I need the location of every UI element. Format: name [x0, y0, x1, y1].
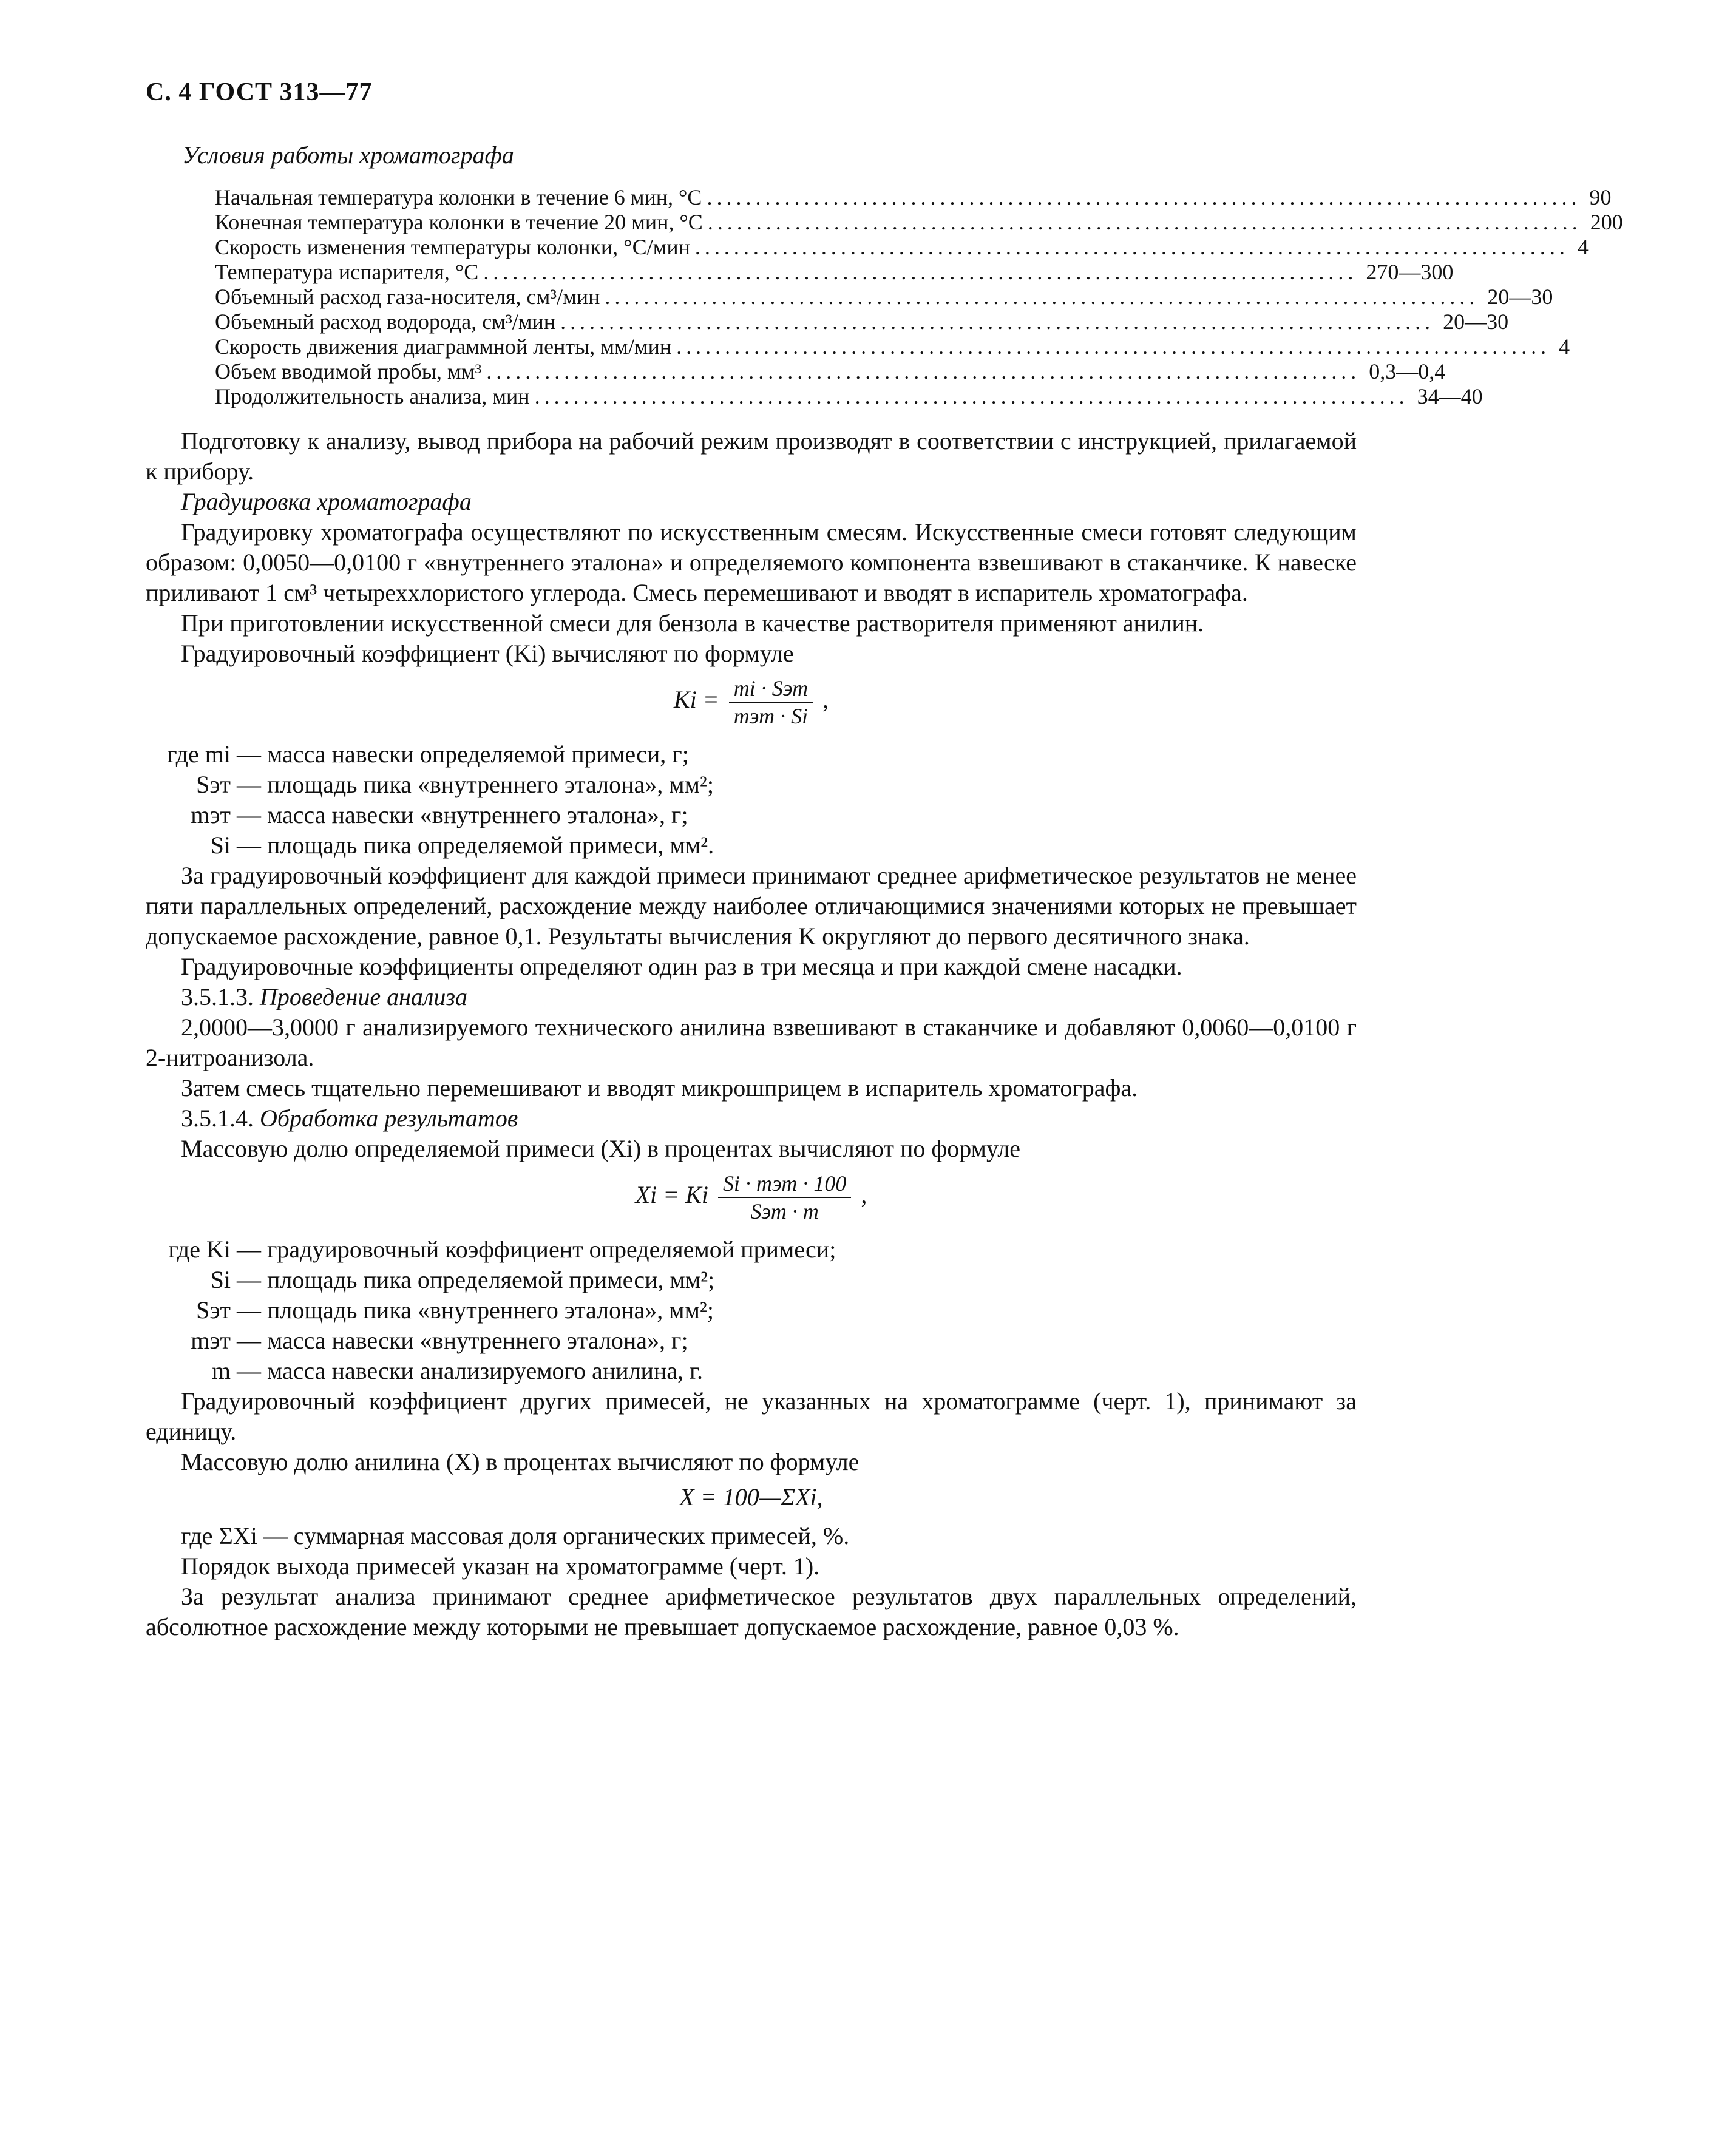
condition-value: 20—30 [1487, 285, 1553, 309]
paragraph-period: Градуировочные коэффициенты определяют один раз в три месяца и при каждой смене насадки. [181, 953, 1182, 980]
condition-row: Начальная температура колонки в течение 6 мин, °С .......................................................................................... 90 [215, 185, 1247, 210]
formula-xi: Xi = Ki $\frac{\text{Si · mэт · 100}}{\text{Sэт · m}}$ , [635, 1171, 867, 1224]
body-text [146, 426, 1357, 1642]
condition-label: Скорость изменения температуры колонки, °С/мин [215, 235, 695, 259]
condition-row: Объемный расход водорода, см³/мин .......................................................................................... 20—30 [215, 310, 1247, 334]
condition-label: Скорость движения диаграммной ленты, мм/мин [215, 334, 676, 359]
condition-label: Объемный расход водорода, см³/мин [215, 310, 560, 334]
paragraph-xi-intro: Массовую долю определяемой примеси (Xi) в процентах вычисляют по формуле [181, 1135, 1020, 1162]
condition-label: Продолжительность анализа, мин [215, 384, 535, 408]
paragraph-calibration: Градуировку хроматографа осуществляют по искусственным смесям. Искусственные смеси готовят следующим образом: 0,0050—0,0100 г «внутреннего эталона» и определяемого компонента взвешивают в стаканчике. К навеске приливают 1 см³ четыреххлористого углерода. Смесь перемешивают и вводят в испаритель хроматографа. [146, 518, 1357, 606]
condition-row: Объем вводимой пробы, мм³ .......................................................................................... 0,3—0,4 [215, 359, 1247, 384]
formula-ki: Ki = $\frac{\text{mi · Sэт}}{\text{mэт · Si}}$ , [673, 676, 829, 728]
condition-value: 20—30 [1443, 310, 1509, 334]
condition-value: 0,3—0,4 [1369, 359, 1446, 384]
condition-value: 270—300 [1366, 260, 1454, 284]
condition-row: Конечная температура колонки в течение 20 мин, °С .......................................................................................... 200 [215, 210, 1247, 235]
condition-row: Температура испарителя, °С .......................................................................................... 270—300 [215, 260, 1247, 285]
paragraph-other-impurities: Градуировочный коэффициент других примесей, не указанных на хроматограмме (черт. 1), принимают за единицу. [146, 1387, 1357, 1445]
condition-label: Конечная температура колонки в течение 20 мин, °С [215, 210, 708, 234]
condition-row: Продолжительность анализа, мин .......................................................................................... 34—40 [215, 384, 1247, 409]
condition-row: Объемный расход газа-носителя, см³/мин .......................................................................................... 20—30 [215, 285, 1247, 310]
paragraph-coefficient-intro: Градуировочный коэффициент (Ki) вычисляют по формуле [181, 640, 794, 667]
paragraph-analysis-b: Затем смесь тщательно перемешивают и вводят микрошприцем в испаритель хроматографа. [181, 1074, 1138, 1102]
paragraph-average: За градуировочный коэффициент для каждой примеси принимают среднее арифметическое результатов не менее пяти параллельных определений, расхождение между наиболее отличающимися значениями которых не превышает допускаемое расхождение, равное 0,1. Результаты вычисления K округляют до первого десятичного знака. [146, 862, 1357, 950]
legend-ki: где mi — масса навески определяемой примеси, г; Sэт — площадь пика «внутреннего эталона», мм²; mэт — масса навески «внутреннего эталона», г; Si — площадь пика определяемой примеси, мм². [167, 740, 714, 859]
condition-label: Объемный расход газа-носителя, см³/мин [215, 285, 605, 309]
paragraph-aniline-intro: Массовую долю анилина (X) в процентах вычисляют по формуле [181, 1448, 860, 1475]
calibration-title: Градуировка хроматографа [181, 488, 472, 515]
conditions-title: Условия работы хроматографа [182, 141, 514, 169]
condition-value: 90 [1589, 185, 1612, 209]
formula-x: X = 100—ΣXi, [679, 1483, 823, 1511]
condition-label: Температура испарителя, °С [215, 260, 483, 284]
condition-label: Начальная температура колонки в течение 6 мин, °С [215, 185, 707, 209]
legend-xi: где Ki — градуировочный коэффициент определяемой примеси; Si — площадь пика определяемой примеси, мм²; Sэт — площадь пика «внутреннего эталона», мм²; mэт — масса навески «внутреннего эталона», г; m — масса навески анализируемого анилина, г. [168, 1236, 836, 1384]
condition-value: 4 [1559, 334, 1570, 359]
page-header: С. 4 ГОСТ 313—77 [146, 78, 373, 106]
paragraph-order: Порядок выхода примесей указан на хроматограмме (черт. 1). [181, 1552, 820, 1580]
condition-label: Объем вводимой пробы, мм³ [215, 359, 486, 384]
paragraph-preparation: Подготовку к анализу, вывод прибора на рабочий режим производят в соответствии с инструкцией, прилагаемой к прибору. [146, 427, 1357, 485]
condition-row: Скорость изменения температуры колонки, °С/мин .......................................................................................... 4 [215, 235, 1247, 260]
paragraph-analysis-a: 2,0000—3,0000 г анализируемого технического анилина взвешивают в стаканчике и добавляют 0,0060—0,0100 г 2-нитроанизола. [146, 1014, 1357, 1071]
paragraph-solvent: При приготовлении искусственной смеси для бензола в качестве растворителя применяют анилин. [181, 609, 1204, 637]
condition-value: 34—40 [1417, 384, 1483, 408]
section-3-5-1-4: 3.5.1.4. Обработка результатов [181, 1105, 518, 1132]
condition-row: Скорость движения диаграммной ленты, мм/мин .......................................................................................... 4 [215, 334, 1247, 359]
condition-value: 4 [1577, 235, 1589, 259]
section-3-5-1-3: 3.5.1.3. Проведение анализа [181, 983, 467, 1010]
paragraph-sum-legend: где ΣXi — суммарная массовая доля органических примесей, %. [181, 1522, 850, 1549]
paragraph-result: За результат анализа принимают среднее арифметическое результатов двух параллельных определений, абсолютное расхождение между которыми не превышает допускаемое расхождение, равное 0,03 %. [146, 1583, 1357, 1640]
conditions-list [215, 185, 1623, 409]
condition-value: 200 [1590, 210, 1623, 234]
